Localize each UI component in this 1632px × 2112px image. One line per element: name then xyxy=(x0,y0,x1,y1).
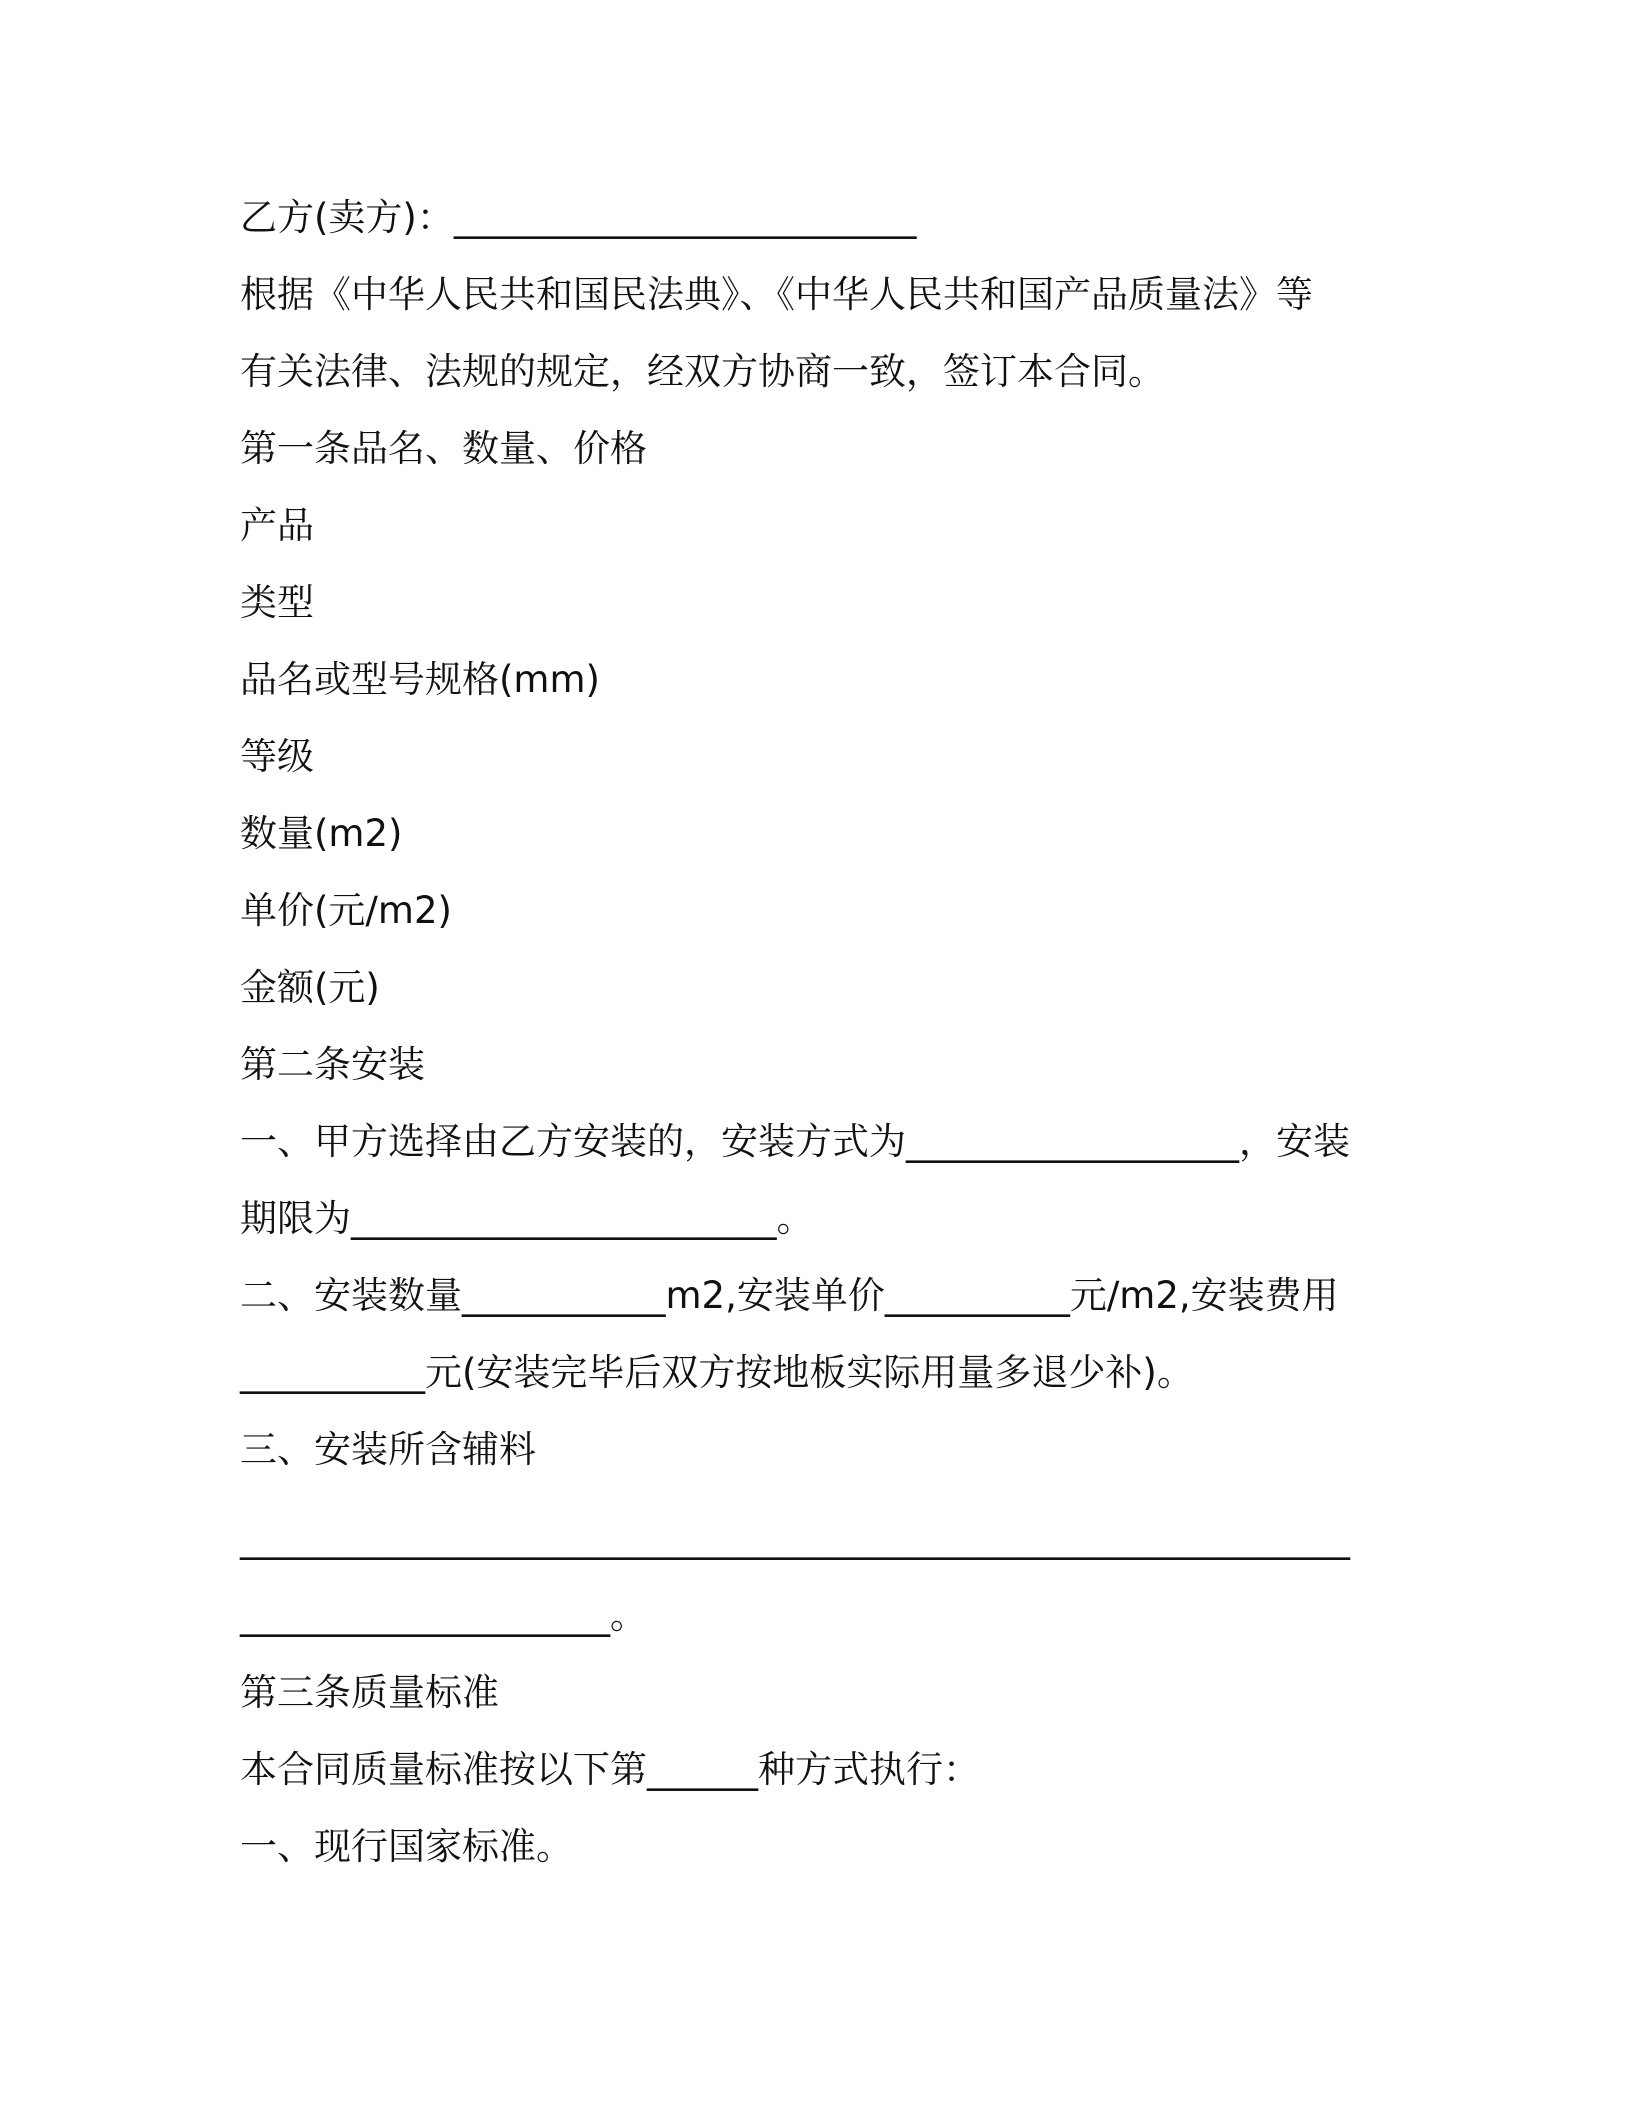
legal-basis-line-2: 有关法律、法规的规定，经双方协商一致，签订本合同。 xyxy=(240,350,1165,393)
field-product: 产品 xyxy=(240,504,314,547)
field-model-spec: 品名或型号规格(mm) xyxy=(240,658,600,701)
article-1-heading: 第一条品名、数量、价格 xyxy=(240,427,647,470)
article-3-heading: 第三条质量标准 xyxy=(240,1671,499,1714)
installation-method-line-2: 期限为_______________________。 xyxy=(240,1197,814,1240)
national-standard-line: 一、现行国家标准。 xyxy=(240,1825,573,1868)
field-amount: 金额(元) xyxy=(240,966,380,1009)
installation-method-line-1: 一、甲方选择由乙方安装的，安装方式为__________________，安装 xyxy=(240,1120,1350,1163)
materials-blank-line-2: ____________________。 xyxy=(240,1594,647,1637)
field-grade: 等级 xyxy=(240,735,314,778)
installation-quantity-line-1: 二、安装数量___________m2,安装单价__________元/m2,安装费用 xyxy=(240,1274,1339,1317)
field-quantity: 数量(m2) xyxy=(240,812,403,855)
article-2-heading: 第二条安装 xyxy=(240,1043,425,1086)
quality-standard-line: 本合同质量标准按以下第______种方式执行： xyxy=(240,1748,980,1791)
installation-materials-heading: 三、安装所含辅料 xyxy=(240,1428,536,1471)
field-unit-price: 单价(元/m2) xyxy=(240,889,452,932)
installation-quantity-line-2: __________元(安装完毕后双方按地板实际用量多退少补)。 xyxy=(240,1351,1194,1394)
materials-blank-line-1: ____________________________________________________________ xyxy=(240,1517,1350,1560)
field-type: 类型 xyxy=(240,581,314,624)
seller-party-line: 乙方(卖方)：_________________________ xyxy=(240,196,917,239)
legal-basis-line-1: 根据《中华人民共和国民法典》、《中华人民共和国产品质量法》等 xyxy=(240,273,1313,316)
